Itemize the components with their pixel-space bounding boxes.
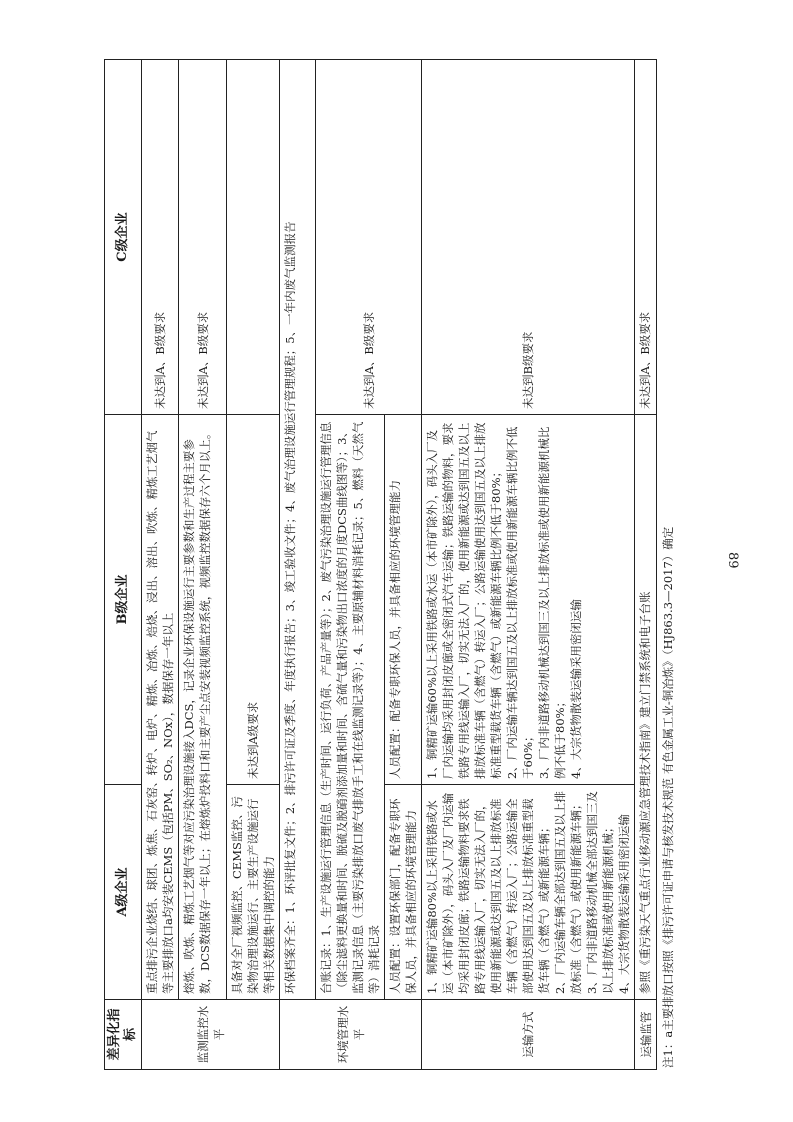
- table-row: [179, 60, 227, 1070]
- header-a-level: A级企业: [105, 785, 142, 1000]
- cell-b-transport: 1、铜精矿运输60%以上采用铁路或水运（本市矿除外），码头入厂及厂内运输均采用封闭皮廊或全密闭式汽车运输；铁路运输的物料，要求铁路专用线运输入厂，切实无法入厂的，使用新能源或达到国五及以上排放标准车辆（含燃气）转运入厂；公路运输使用达到国五及以上排放标准重型载货车辆（含燃气）或新能源车辆比例不低于80%； 2、厂内运输车辆达到国五及以上排放标准或使用新能源车辆比例不低于60%； 3、厂内非道路移动机械达到国三及以上排放标准或使用新能源机械比例不低于80%； 4、大宗货物散装运输采用密闭运输: [422, 415, 635, 785]
- table-row: [227, 60, 280, 1070]
- cell-env-archive: 环保档案齐全：1、环评批复文件；2、排污许可证及季度、年度执行报告；3、竣工验收文件；4、废气治理设施运行管理规程；5、一年内废气监测报告: [280, 60, 316, 1000]
- table-row: [635, 60, 657, 1070]
- cell-b-monitor-3: 未达到A级要求: [227, 415, 280, 785]
- cell-a-env-staff: 人员配置：设置环保部门，配备专职环保人员，并具备相应的环境管理能力: [385, 785, 422, 1000]
- table-footnote: 注1：a主要排放口按照《排污许可证申请与核发技术规范 有色金属工业-铜冶炼》（HJ863.3—2017）确定: [661, 526, 675, 1068]
- indicator-env-management: 环境管理水平: [280, 1000, 422, 1070]
- header-indicator: 差异化指标: [105, 1000, 142, 1070]
- indicator-transport: 运输方式: [422, 1000, 635, 1070]
- cell-a-monitor-2: 熔炼、吹炼、精炼工艺烟气等对应污染治理设施接入DCS，记录企业环保设施运行主要参数和生产过程主要参数，DCS数据保存一年以上；在熔炼炉投料口和主要产尘点安装视频监控系统，视频监控数据保存六个月以上。: [179, 415, 227, 1000]
- cell-c-monitor-1: 未达到A、B级要求: [142, 60, 179, 415]
- header-b-level: B级企业: [105, 415, 142, 785]
- indicator-transport-supervision: 运输监管: [635, 1000, 657, 1070]
- page-number: 89: [725, 552, 740, 569]
- table-row: [280, 60, 316, 1070]
- table-row: [422, 60, 635, 1070]
- cell-b-env-staff: 人员配置：配备专职环保人员，并具备相应的环境管理能力: [385, 415, 422, 785]
- cell-c-transport: 未达到B级要求: [422, 60, 635, 415]
- cell-a-monitor-1: 重点排污企业烧结、球团、炼焦、石灰窑、转炉、电炉、精炼、冶炼、焙烧、浸出、溶出、吹炼、精炼工艺烟气等主要排放口a均安装CEMS（包括PM、SO₂、NOx），数据保存一年以上: [142, 415, 179, 1000]
- cell-c-env: 未达到A、B级要求: [316, 60, 422, 415]
- cell-c-supervision: 未达到A、B级要求: [635, 60, 657, 415]
- comparison-table: [104, 59, 657, 1070]
- header-c-level: C级企业: [105, 60, 142, 415]
- cell-a-monitor-3: 具备对全厂视频监控、CEMS监控、污染物治理设施运行、主要生产设施运行等相关数据集中调控的能力: [227, 785, 280, 1000]
- table-row: [142, 60, 179, 1070]
- cell-c-monitor-3: [227, 60, 280, 415]
- indicator-monitoring: 监测监控水平: [142, 1000, 280, 1070]
- cell-a-transport: 1、铜精矿运输80%以上采用铁路或水运（本市矿除外），码头入厂及厂内运输均采用封闭皮廊；铁路运输物料要求铁路专用线运输入厂，切实无法入厂的，使用新能源或达到国五及以上排放标准车辆（含燃气）转运入厂；公路运输全部使用达到国五及以上排放标准重型载货车辆（含燃气）或新能源车辆； 2、厂内运输车辆全部达到国五及以上排放标准（含燃气）或使用新能源车辆； 3、厂内非道路移动机械全部达到国三及以上排放标准或使用新能源机械； 4、大宗货物散装运输采用密闭运输: [422, 785, 635, 1000]
- table-row: [316, 60, 385, 1070]
- table-header-row: [105, 60, 142, 1070]
- rotated-page: [104, 60, 675, 1070]
- cell-c-monitor-2: 未达到A、B级要求: [179, 60, 227, 415]
- cell-env-ledger: 台账记录：1、生产设施运行管理信息（生产时间、运行负荷、产品产量等）；2、废气污染治理设施运行管理信息（除尘滤料更换量和时间、脱硫及脱硝剂添加量和时间、含硫气量和污染物出口浓度的月度DCS曲线图等）；3、监测记录信息（主要污染排放口废气排放手工和在线监测记录等）；4、主要原辅材料消耗记录；5、燃料（天然气等）消耗记录: [316, 415, 385, 1000]
- cell-a-supervision: 参照《重污染天气重点行业移动源应急管理技术指南》建立门禁系统和电子台账: [635, 415, 657, 1000]
